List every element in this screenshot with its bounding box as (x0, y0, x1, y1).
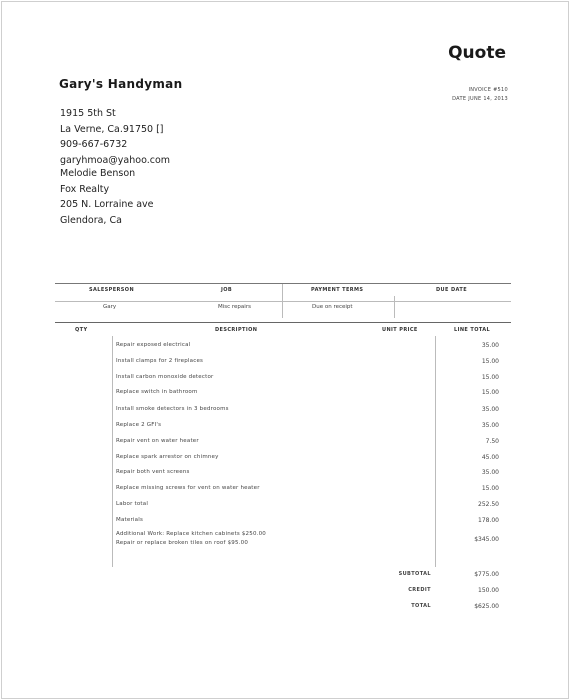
document-title: Quote (448, 43, 506, 63)
item-description: Replace switch in bathroom (116, 389, 198, 395)
total-label: TOTAL (411, 603, 431, 609)
item-description: Repair vent on water heater (116, 438, 199, 444)
credit-value: 150.00 (478, 587, 499, 594)
subtotal-value: $775.00 (474, 571, 499, 578)
item-line-total: 252.50 (478, 501, 499, 508)
info-col-divider (394, 296, 395, 318)
invoice-meta (452, 86, 508, 104)
item-line-total: 45.00 (481, 454, 499, 461)
item-description-line2: Repair or replace broken tiles on roof $95.00 (116, 540, 249, 546)
info-col-divider (282, 284, 283, 318)
company-name: Gary's Handyman (59, 77, 183, 91)
client-street: 205 N. Lorraine ave (60, 199, 154, 210)
item-line-total: 178.00 (478, 517, 499, 524)
company-city: La Verne, Ca.91750 [] (60, 123, 164, 135)
total-value: $625.00 (474, 603, 499, 610)
item-line-total: $345.00 (474, 536, 499, 543)
unit-price-header: UNIT PRICE (382, 327, 418, 333)
items-table (55, 322, 511, 610)
price-col-divider (435, 336, 436, 567)
salesperson-value: Gary (103, 304, 117, 310)
job-value: Misc repairs (218, 304, 251, 310)
subtotal-label: SUBTOTAL (398, 571, 431, 577)
item-description: Labor total (116, 501, 149, 507)
item-line-total: 7.50 (485, 438, 499, 445)
item-line-total: 15.00 (481, 374, 499, 381)
info-header-row (55, 284, 511, 301)
item-line-total: 35.00 (481, 406, 499, 413)
payment-terms-header: PAYMENT TERMS (311, 287, 364, 293)
credit-label: CREDIT (408, 587, 431, 593)
payment-terms-value: Due on receipt (312, 304, 353, 310)
item-line-total: 35.00 (481, 342, 499, 349)
client-city: Glendora, Ca (60, 214, 122, 226)
items-header-row (55, 322, 511, 337)
item-description: Replace missing screws for vent on water heater (116, 485, 260, 491)
item-description: Materials (116, 517, 144, 523)
info-divider (55, 301, 511, 302)
line-total-header: LINE TOTAL (454, 327, 491, 333)
description-header: DESCRIPTION (215, 327, 258, 333)
job-header: JOB (221, 287, 233, 293)
invoice-date: DATE JUNE 14, 2013 (452, 96, 508, 102)
item-line-total: 15.00 (481, 358, 499, 365)
invoice-number: INVOICE #510 (468, 87, 508, 93)
client-address (60, 166, 154, 228)
item-description: Repair exposed electrical (116, 342, 191, 348)
salesperson-header: SALESPERSON (89, 287, 135, 293)
item-description: Install smoke detectors in 3 bedrooms (116, 406, 229, 412)
qty-header: QTY (75, 327, 88, 333)
item-line-total: 15.00 (481, 389, 499, 396)
item-line-total: 15.00 (481, 485, 499, 492)
company-phone: 909-667-6732 (60, 139, 128, 150)
due-date-header: DUE DATE (436, 287, 468, 293)
item-description: Additional Work: Replace kitchen cabinets $250.00 (116, 531, 266, 537)
item-description: Install clamps for 2 fireplaces (116, 358, 204, 364)
client-company: Fox Realty (60, 183, 110, 195)
info-table (55, 283, 511, 318)
qty-col-divider (112, 336, 113, 567)
company-address (60, 106, 170, 168)
company-street: 1915 5th St (60, 108, 116, 119)
info-value-row (55, 301, 511, 318)
item-description: Install carbon monoxide detector (116, 374, 214, 380)
item-line-total: 35.00 (481, 469, 499, 476)
item-line-total: 35.00 (481, 422, 499, 429)
client-name: Melodie Benson (60, 168, 136, 179)
item-description: Repair both vent screens (116, 469, 190, 475)
item-description: Replace spark arrestor on chimney (116, 454, 219, 460)
item-description: Replace 2 GFI's (116, 422, 162, 428)
company-email: garyhmoa@yahoo.com (60, 154, 171, 166)
